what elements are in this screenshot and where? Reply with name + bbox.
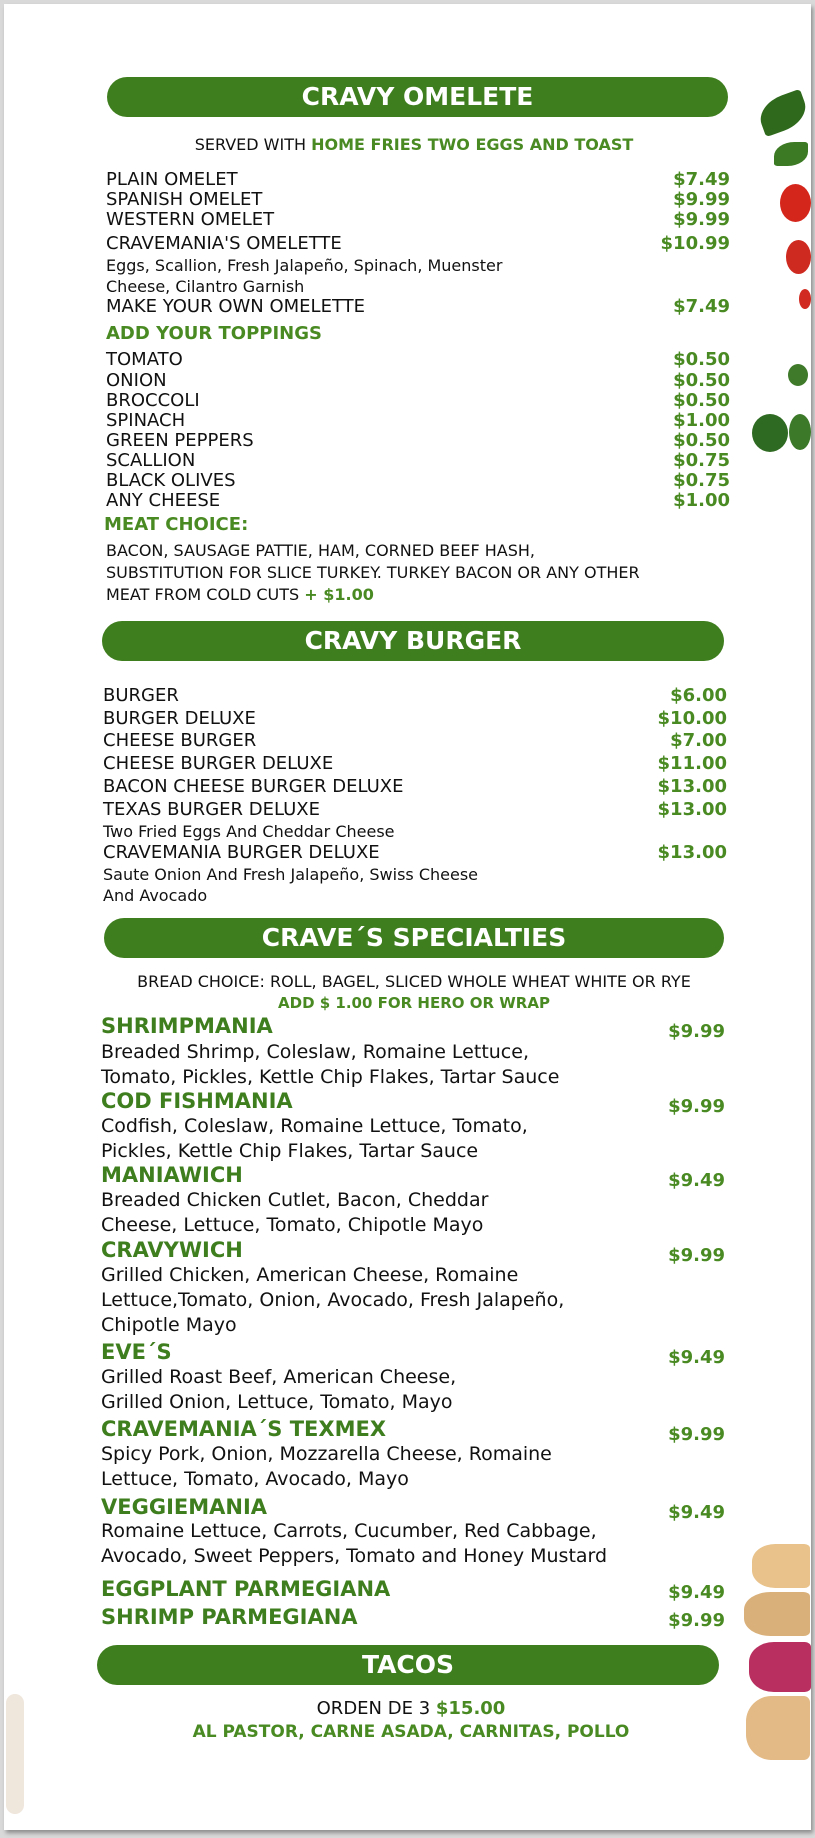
tacos-order: ORDEN DE 3 $15.00 (316, 1698, 506, 1719)
item-description: Chipotle Mayo (101, 1314, 237, 1336)
item-description: Spicy Pork, Onion, Mozzarella Cheese, Romaine (101, 1443, 552, 1465)
item-description: Cheese, Cilantro Garnish (106, 277, 305, 296)
item-description: Grilled Roast Beef, American Cheese, (101, 1366, 457, 1388)
basil-leaf-icon (755, 89, 811, 137)
burger-banner: CRAVY BURGER (102, 621, 724, 661)
item-description: Breaded Shrimp, Coleslaw, Romaine Lettuce, (101, 1041, 529, 1063)
item-description: Lettuce,Tomato, Onion, Avocado, Fresh Jalapeño, (101, 1289, 565, 1311)
tomato-icon (786, 240, 811, 274)
item-description: Romaine Lettuce, Carrots, Cucumber, Red Cabbage, (101, 1520, 597, 1542)
basil-leaf-icon (774, 142, 808, 166)
broccoli-icon (789, 414, 811, 450)
item-description: Grilled Onion, Lettuce, Tomato, Mayo (101, 1391, 453, 1413)
broccoli-icon (752, 414, 788, 452)
item-description: Lettuce, Tomato, Avocado, Mayo (101, 1468, 409, 1490)
tacos-options: AL PASTOR, CARNE ASADA, CARNITAS, POLLO (192, 1722, 630, 1742)
taco-icon (752, 1544, 810, 1588)
meat-choice-text: SUBSTITUTION FOR SLICE TURKEY. TURKEY BACON OR ANY OTHER (106, 563, 640, 582)
item-description: Pickles, Kettle Chip Flakes, Tartar Sauce (101, 1140, 479, 1162)
taco-icon (746, 1696, 810, 1760)
item-description: Breaded Chicken Cutlet, Bacon, Cheddar (101, 1189, 489, 1211)
specialties-banner: CRAVE´S SPECIALTIES (104, 918, 724, 958)
tomato-icon (780, 184, 811, 222)
taco-icon (749, 1642, 811, 1692)
omelete-subtitle: SERVED WITH HOME FRIES TWO EGGS AND TOAST (194, 135, 634, 154)
meat-choice-heading: MEAT CHOICE: (104, 514, 249, 535)
item-description: Saute Onion And Fresh Jalapeño, Swiss Cheese (103, 865, 478, 884)
item-description: And Avocado (103, 886, 208, 905)
menu-page: CRAVY OMELETE SERVED WITH HOME FRIES TWO EGGS AND TOAST PLAIN OMELET $7.49 SPANISH OMELET $9.99 WESTERN OMELET $9.99 CRAVEMANIA'S OMELETTE $10.99 Eggs, Scallion, Fresh Jalapeño, Spinach, Muenster Cheese, Cilantro Garnish MAKE YOUR OWN OMELETTE $7.49 ADD YOUR TOPPINGS TOMATO $0.50 ONION $0.50 BROCCOLI $0.50 SPINACH $1.00 GREEN PEPPERS $0.50 SCALLION $0.75 BLACK OLIVES $0.75 ANY CHEESE $1.00 MEAT CHOICE: BACON, SAUSAGE PATTIE, HAM, CORNED BEEF HASH, SUBSTITUTION FOR SLICE TURKEY. TURKEY BACON OR ANY OTHER MEAT FROM COLD CUTS + $1.00 CRAVY BURGER BURGER $6.00 BURGER DELUXE $10.00 CHEESE BURGER $7.00 CHEESE BURGER DELUXE $11.00 BACON CHEESE BURGER DELUXE $13.00 TEXAS BURGER DELUXE $13.00 Two Fried Eggs And Cheddar Cheese CRAVEMANIA BURGER DELUXE $13.00 Saute Onion And Fresh Jalapeño, Swiss Cheese And Avocado CRAVE´S SPECIALTIES BREAD CHOICE: ROLL, BAGEL, SLICED WHOLE WHEAT WHITE OR RYE ADD $ 1.00 FOR HERO OR WRAP SHRIMPMANIA $9.99 Breaded Shrimp, Coleslaw, Romaine Lettuce, Tomato, Pickles, Kettle Chip Flakes, Tartar Sauce COD FISHMANIA $9.99 Codfish, Coleslaw, Romaine Lettuce, Tomato, Pickles, Kettle Chip Flakes, Tartar Sauce MANIAWICH $9.49 Breaded Chicken Cutlet, Bacon, Cheddar Cheese, Lettuce, Tomato, Chipotle Mayo CRAVYWICH $9.99 Grilled Chicken, American Cheese, Romaine Lettuce,Tomato, Onion, Avocado, Fresh Jalapeño, Chipotle Mayo EVE´S $9.49 Grilled Roast Beef, American Cheese, Grilled Onion, Lettuce, Tomato, Mayo CRAVEMANIA´S TEXMEX $9.99 Spicy Pork, Onion, Mozzarella Cheese, Romaine Lettuce, Tomato, Avocado, Mayo VEGGIEMANIA $9.49 Romaine Lettuce, Carrots, Cucumber, Red Cabbage, Avocado, Sweet Peppers, Tomato and Honey Mustard EGGPLANT PARMEGIANA $9.49 SHRIMP PARMEGIANA $9.99 TACOS ORDEN DE 3 $15.00 AL PASTOR, CARNE ASADA, CARNITAS, POLLO (4, 4, 811, 1830)
meat-choice-text: BACON, SAUSAGE PATTIE, HAM, CORNED BEEF HASH, (106, 541, 536, 560)
item-description: Codfish, Coleslaw, Romaine Lettuce, Tomato, (101, 1115, 528, 1137)
item-description: Avocado, Sweet Peppers, Tomato and Honey Mustard (101, 1545, 608, 1567)
item-description: Two Fried Eggs And Cheddar Cheese (103, 822, 395, 841)
bread-choice: BREAD CHOICE: ROLL, BAGEL, SLICED WHOLE WHEAT WHITE OR RYE (137, 972, 691, 991)
taco-icon (6, 1694, 24, 1814)
tacos-banner: TACOS (97, 1645, 719, 1685)
omelete-banner: CRAVY OMELETE (107, 77, 728, 117)
taco-icon (744, 1592, 810, 1636)
broccoli-icon (788, 364, 808, 386)
item-description: Cheese, Lettuce, Tomato, Chipotle Mayo (101, 1214, 484, 1236)
tomato-icon (799, 289, 811, 309)
item-description: Eggs, Scallion, Fresh Jalapeño, Spinach, Muenster (106, 256, 503, 275)
toppings-heading: ADD YOUR TOPPINGS (106, 323, 322, 344)
hero-wrap-note: ADD $ 1.00 FOR HERO OR WRAP (278, 994, 550, 1012)
item-description: Grilled Chicken, American Cheese, Romaine (101, 1264, 519, 1286)
item-description: Tomato, Pickles, Kettle Chip Flakes, Tartar Sauce (101, 1066, 560, 1088)
meat-choice-text: MEAT FROM COLD CUTS + $1.00 (106, 585, 374, 604)
